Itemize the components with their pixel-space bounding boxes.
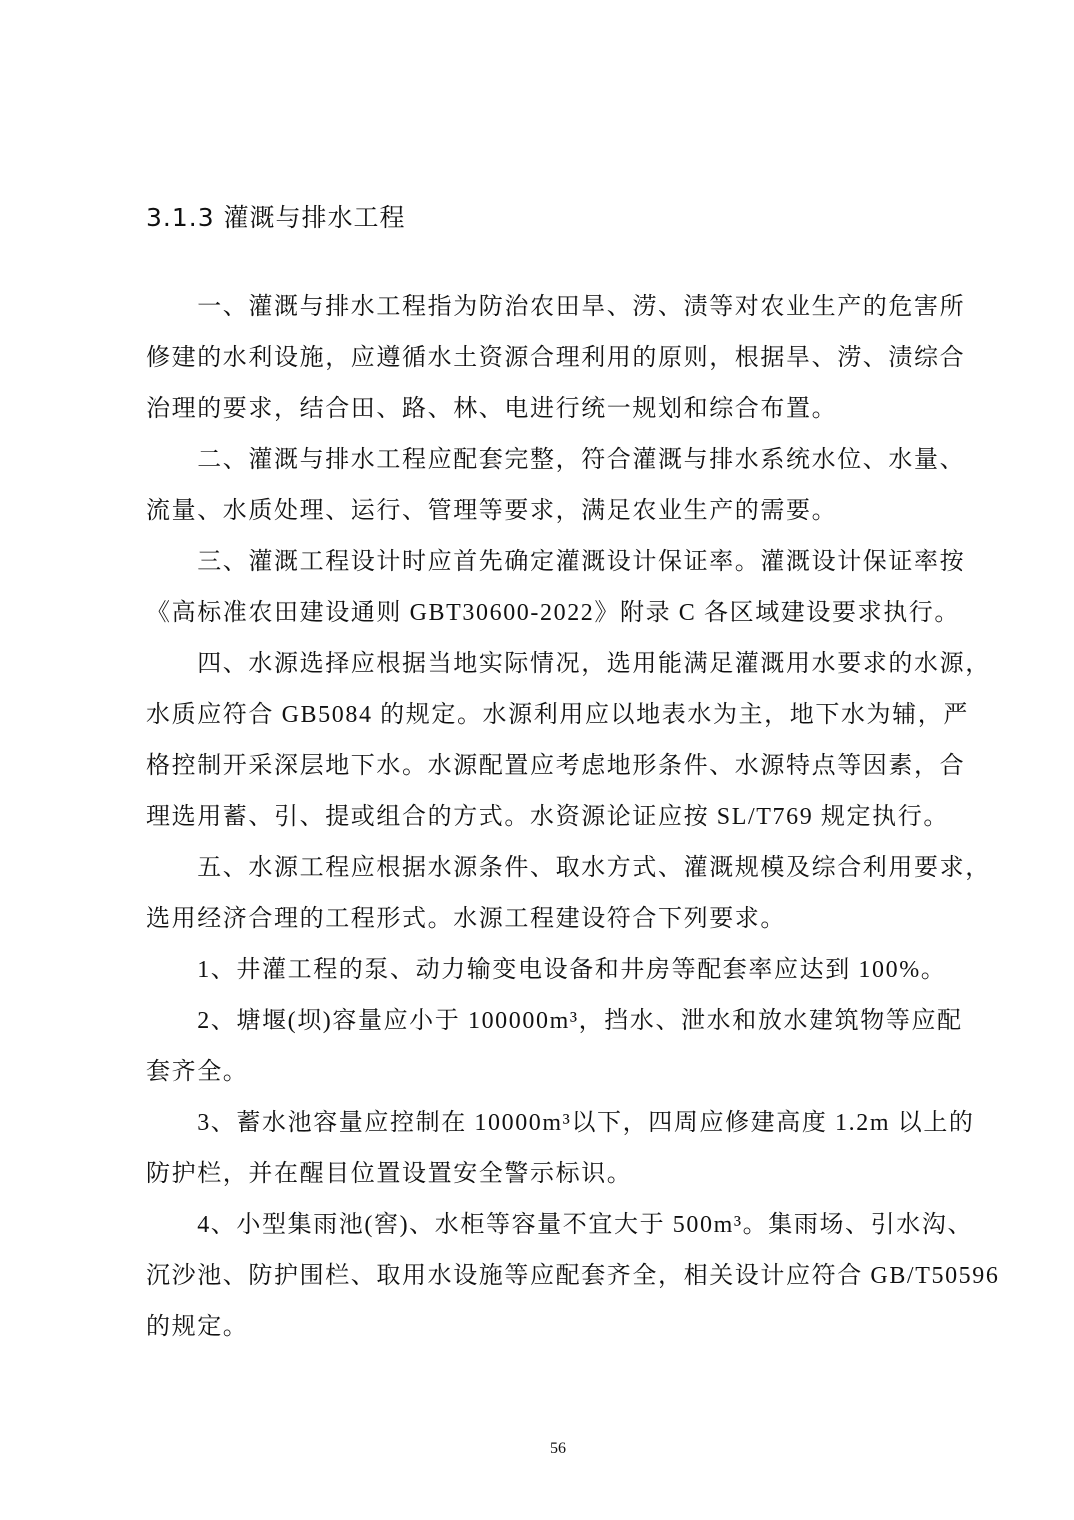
text-line: 五、水源工程应根据水源条件、取水方式、灌溉规模及综合利用要求，	[146, 855, 991, 881]
paragraph	[146, 639, 991, 843]
paragraph	[146, 282, 966, 435]
text-line: 3、蓄水池容量应控制在 10000m³以下，四周应修建高度 1.2m 以上的	[146, 1110, 975, 1136]
text-line: 一、灌溉与排水工程指为防治农田旱、涝、渍等对农业生产的危害所	[146, 294, 966, 320]
paragraph	[146, 537, 966, 639]
paragraph	[146, 843, 991, 945]
text-line: 防护栏，并在醒目位置设置安全警示标识。	[146, 1161, 633, 1187]
text-line: 《高标准农田建设通则 GBT30600-2022》附录 C 各区域建设要求执行。	[146, 600, 960, 626]
paragraph	[146, 1098, 975, 1200]
text-line: 格控制开采深层地下水。水源配置应考虑地形条件、水源特点等因素，合	[146, 753, 966, 779]
text-line: 四、水源选择应根据当地实际情况，选用能满足灌溉用水要求的水源，	[146, 651, 991, 677]
text-line: 水质应符合 GB5084 的规定。水源利用应以地表水为主，地下水为辅，严	[146, 702, 969, 728]
paragraph	[146, 945, 947, 996]
paragraph	[146, 435, 966, 537]
text-line: 二、灌溉与排水工程应配套完整，符合灌溉与排水系统水位、水量、	[146, 447, 966, 473]
section-heading: 3.1.3 灌溉与排水工程	[146, 203, 406, 232]
text-line: 1、井灌工程的泵、动力输变电设备和井房等配套率应达到 100%。	[146, 957, 947, 983]
text-line: 套齐全。	[146, 1059, 249, 1085]
text-line: 选用经济合理的工程形式。水源工程建设符合下列要求。	[146, 906, 786, 932]
paragraph	[146, 1200, 1000, 1353]
body-text	[146, 282, 1000, 1353]
text-line: 理选用蓄、引、提或组合的方式。水资源论证应按 SL/T769 规定执行。	[146, 804, 949, 830]
text-line: 修建的水利设施，应遵循水土资源合理利用的原则，根据旱、涝、渍综合	[146, 345, 966, 371]
text-line: 4、小型集雨池(窖)、水柜等容量不宜大于 500m³。集雨场、引水沟、	[146, 1212, 974, 1238]
text-line: 的规定。	[146, 1314, 249, 1340]
text-line: 流量、水质处理、运行、管理等要求，满足农业生产的需要。	[146, 498, 838, 524]
paragraph	[146, 996, 963, 1098]
text-line: 治理的要求，结合田、路、林、电进行统一规划和综合布置。	[146, 396, 838, 422]
text-line: 三、灌溉工程设计时应首先确定灌溉设计保证率。灌溉设计保证率按	[146, 549, 966, 575]
page-number: 56	[550, 1440, 566, 1457]
text-line: 沉沙池、防护围栏、取用水设施等应配套齐全，相关设计应符合 GB/T50596	[146, 1263, 1000, 1289]
text-line: 2、塘堰(坝)容量应小于 100000m³，挡水、泄水和放水建筑物等应配	[146, 1008, 963, 1034]
